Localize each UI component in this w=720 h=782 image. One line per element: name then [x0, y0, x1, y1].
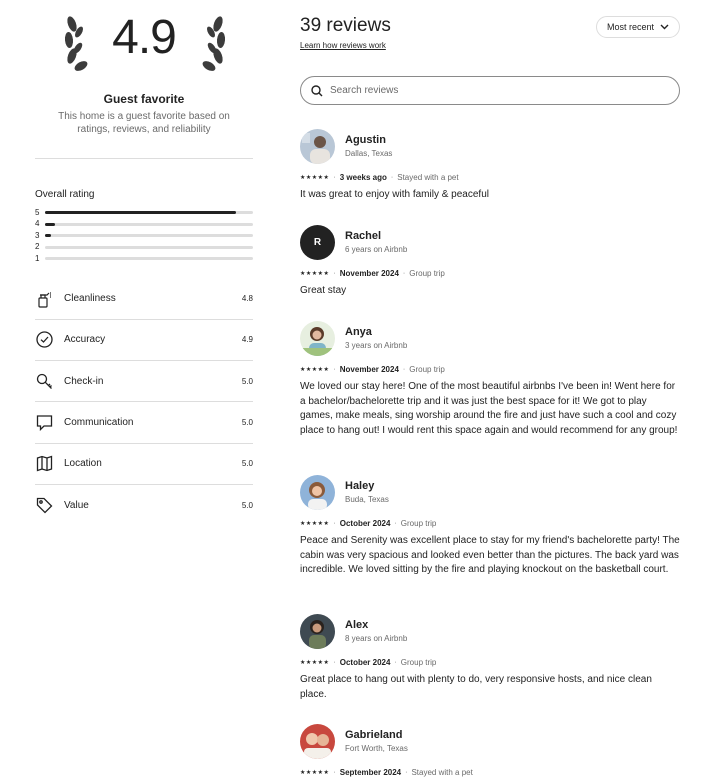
learn-how-reviews-work-link[interactable]: Learn how reviews work [300, 41, 386, 50]
chat-bubble-icon [35, 414, 53, 432]
review-header [300, 613, 680, 649]
check-circle-icon [35, 331, 53, 349]
distribution-bar-fill [45, 223, 55, 226]
review-text: Great stay [300, 285, 347, 296]
category-label: Check-in [64, 375, 104, 387]
separator-dot: · [333, 519, 336, 527]
separator-dot: · [333, 658, 336, 666]
score-hero [35, 0, 253, 90]
category-label: Location [64, 458, 102, 470]
category-value: 5.0 [241, 376, 253, 386]
distribution-bar [45, 211, 253, 214]
distribution-bar [45, 223, 253, 226]
review-item [300, 320, 680, 439]
category-label: Value [64, 500, 89, 512]
reviewer-info [345, 728, 408, 755]
review-item [300, 613, 680, 702]
search-reviews-bar[interactable] [300, 76, 680, 105]
category-value: 5.0 [241, 501, 253, 511]
category-row-cleanliness [35, 279, 253, 320]
category-row-check-in [35, 361, 253, 402]
separator-dot: · [333, 269, 336, 277]
distribution-bar [45, 246, 253, 249]
reviewer-name: Rachel [345, 229, 382, 242]
separator-dot: · [394, 519, 397, 527]
reviewer-subtitle: 3 years on Airbnb [345, 340, 408, 350]
laurel-right-icon [201, 14, 227, 74]
review-date: September 2024 [339, 767, 402, 777]
trip-type: Group trip [400, 657, 437, 667]
avatar[interactable] [300, 724, 335, 759]
chevron-down-icon [660, 24, 669, 30]
reviewer-info [345, 325, 407, 352]
avatar[interactable] [300, 321, 335, 356]
category-value: 5.0 [241, 418, 253, 428]
guest-favorite-subtitle: This home is a guest favorite based on ratings, reviews, and reliability [58, 111, 230, 135]
category-value: 4.8 [241, 294, 253, 304]
reviewer-subtitle: 6 years on Airbnb [345, 244, 408, 254]
review-meta [300, 364, 680, 374]
separator-dot: · [333, 365, 336, 373]
reviewer-info [345, 133, 392, 160]
reviews-count-title: 39 reviews [300, 15, 391, 36]
category-label: Cleanliness [64, 293, 116, 305]
separator-dot: · [390, 173, 394, 181]
trip-type: Group trip [409, 364, 445, 374]
review-text: Peace and Serenity was excellent place to stay for my friend's bachelorette party! The cabin was very spacious and looked even better than the pictures. The back yard was incredible. We loved sitting by the fire and playing knockout on the basketball court. [300, 535, 680, 576]
distribution-star-label: 1 [35, 253, 40, 263]
distribution-star-label: 3 [35, 230, 40, 240]
reviewer-info [345, 229, 407, 256]
trip-type: Stayed with a pet [397, 172, 459, 182]
reviewer-subtitle: Buda, Texas [345, 494, 389, 504]
star-rating: ★★★★★ [300, 520, 330, 527]
divider [35, 158, 253, 159]
reviewer-subtitle: 8 years on Airbnb [345, 633, 408, 643]
review-header [300, 224, 680, 260]
star-rating: ★★★★★ [300, 769, 330, 776]
review-header [300, 128, 680, 164]
rating-summary [35, 0, 253, 526]
sort-dropdown[interactable] [596, 16, 680, 38]
spray-bottle-icon [35, 290, 53, 308]
review-meta [300, 657, 680, 667]
avatar[interactable]: R [300, 225, 335, 260]
map-icon [35, 455, 53, 473]
distribution-bar-fill [45, 211, 236, 214]
category-value: 5.0 [241, 459, 253, 469]
reviewer-subtitle: Dallas, Texas [345, 148, 393, 158]
star-rating: ★★★★★ [300, 659, 330, 666]
review-item [300, 723, 680, 777]
distribution-row [35, 253, 253, 265]
reviewer-name: Agustin [345, 133, 386, 146]
review-header [300, 474, 680, 510]
avatar[interactable] [300, 475, 335, 510]
review-item [300, 224, 680, 299]
star-rating: ★★★★★ [300, 366, 330, 373]
reviewer-name: Gabrieland [345, 728, 403, 741]
category-row-accuracy [35, 320, 253, 361]
separator-dot: · [333, 768, 336, 776]
overall-rating-label: Overall rating [35, 189, 95, 200]
distribution-row [35, 230, 253, 242]
review-date: 3 weeks ago [339, 172, 387, 182]
review-text: It was great to enjoy with family & peaceful [300, 189, 489, 200]
avatar[interactable] [300, 614, 335, 649]
distribution-bar [45, 234, 253, 237]
review-date: November 2024 [339, 364, 399, 374]
review-date: October 2024 [339, 518, 391, 528]
key-icon [35, 372, 53, 390]
trip-type: Stayed with a pet [411, 767, 473, 777]
trip-type: Group trip [409, 268, 445, 278]
reviewer-name: Anya [345, 325, 372, 338]
review-meta [300, 268, 680, 278]
search-input[interactable] [330, 85, 650, 96]
separator-dot: · [402, 269, 406, 277]
distribution-star-label: 5 [35, 207, 40, 217]
search-icon [311, 85, 323, 97]
category-ratings [35, 279, 253, 527]
category-row-location [35, 444, 253, 485]
review-meta [300, 767, 680, 777]
star-rating: ★★★★★ [300, 174, 330, 181]
rating-distribution [35, 207, 253, 265]
review-text: Great place to hang out with plenty to do, very responsive hosts, and nice clean place. [300, 674, 652, 700]
avatar[interactable] [300, 129, 335, 164]
reviewer-subtitle: Fort Worth, Texas [345, 743, 408, 753]
review-meta [300, 172, 680, 182]
distribution-row [35, 207, 253, 219]
distribution-star-label: 2 [35, 242, 40, 252]
review-date: November 2024 [339, 268, 399, 278]
category-row-communication [35, 402, 253, 443]
distribution-bar-fill [45, 234, 51, 237]
reviewer-info [345, 618, 407, 645]
category-value: 4.9 [241, 335, 253, 345]
sort-dropdown-label: Most recent [606, 22, 654, 32]
distribution-row [35, 242, 253, 254]
trip-type: Group trip [400, 518, 437, 528]
category-label: Communication [64, 417, 134, 429]
distribution-bar [45, 257, 253, 260]
review-meta [300, 518, 680, 528]
reviewer-info [345, 479, 389, 506]
separator-dot: · [402, 365, 406, 373]
category-row-value [35, 485, 253, 526]
category-label: Accuracy [64, 334, 106, 346]
reviewer-name: Haley [345, 479, 375, 492]
review-header [300, 723, 680, 759]
overall-score: 4.9 [112, 11, 176, 64]
separator-dot: · [333, 173, 336, 181]
review-date: October 2024 [339, 657, 391, 667]
distribution-row [35, 219, 253, 231]
separator-dot: · [405, 768, 408, 776]
review-header [300, 320, 680, 356]
reviewer-name: Alex [345, 618, 369, 631]
review-text: We loved our stay here! One of the most beautiful airbnbs I've been in! Went here for a bachelor/bachelorette trip and it was just the best space for it! We got to play games, make meals, sing worship around the fire and just have such a cool and cozy place to hang out! I would rent this space again and would recommend for any group! [300, 381, 678, 437]
separator-dot: · [394, 658, 397, 666]
guest-favorite-title: Guest favorite [103, 92, 185, 106]
review-item [300, 128, 680, 203]
distribution-star-label: 4 [35, 219, 40, 229]
star-rating: ★★★★★ [300, 270, 330, 277]
review-item [300, 474, 680, 578]
price-tag-icon [35, 497, 53, 515]
